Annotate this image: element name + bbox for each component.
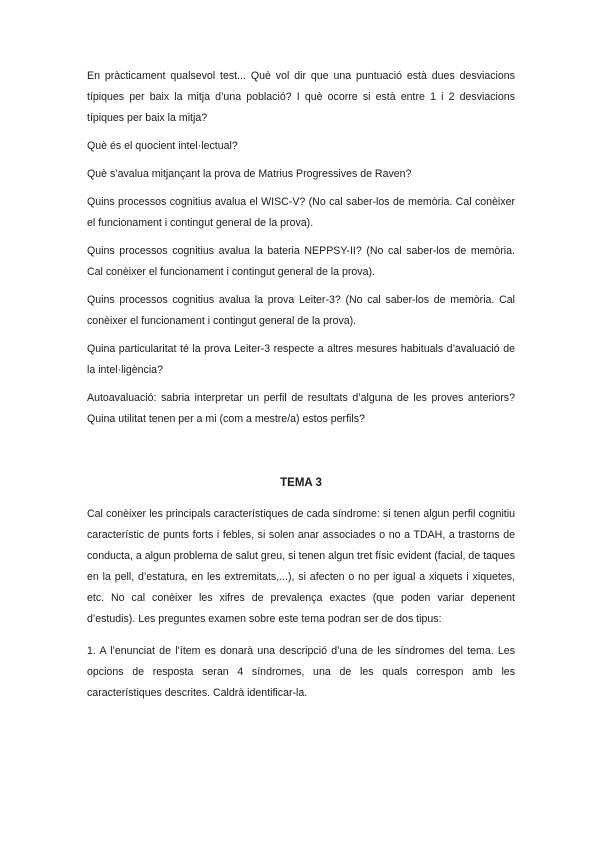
section-intro: Cal conèixer les principals característiques de cada síndrome: si tenen algun perfil cognitiu característic de punts forts i febles, si solen anar associades o no a TDAH, a trastorns de conducta, a algun problema de salut greu, si tenen algun tret físic evident (facial, de taques en la pell, d’estatura, en les extremitats,...), si afecten o no per igual a xiquets i xiquetes, etc. No cal conèixer les xifres de prevalença exactes (que poden variar depenent d’estudis). Les preguntes examen sobre este tema podran ser de dos tipus: <box>87 508 515 625</box>
document-page <box>87 66 515 704</box>
list-item: 1. A l’enunciat de l’ítem es donarà una descripció d’una de les síndromes del tema. Les opcions de resposta seran 4 síndromes, una de les quals correspon amb les característiques descrites. Caldrà identificar-la. <box>87 645 515 699</box>
section-title: TEMA 3 <box>280 477 322 489</box>
question-raven: Què s’avalua mitjançant la prova de Matrius Progressives de Raven? <box>87 168 412 180</box>
question-neppsy: Quins processos cognitius avalua la bateria NEPPSY-II? (No cal saber-los de memòria. Cal conèixer el funcionament i contingut general de la prova). <box>87 245 515 278</box>
question-iq: Què és el quocient intel·lectual? <box>87 140 238 152</box>
question-leiter-particularity: Quina particularitat té la prova Leiter-3 respecte a altres mesures habituals d’avaluació de la intel·ligència? <box>87 343 515 376</box>
question-self-assessment: Autoavaluació: sabria interpretar un perfil de resultats d’alguna de les proves anteriors? Quina utilitat tenen per a mi (com a mestre/a) estos perfils? <box>87 392 515 425</box>
question-wisc: Quins processos cognitius avalua el WISC-V? (No cal saber-los de memòria. Cal conèixer el funcionament i contingut general de la prova). <box>87 196 515 229</box>
question-std-deviation: En pràcticament qualsevol test... Què vol dir que una puntuació està dues desviacions típiques per baix la mitja d’una població? I què ocorre si està entre 1 i 2 desviacions típiques per baix la mitja? <box>87 70 515 124</box>
question-leiter-processes: Quins processos cognitius avalua la prova Leiter-3? (No cal saber-los de memòria. Cal conèixer el funcionament i contingut general de la prova). <box>87 294 515 327</box>
